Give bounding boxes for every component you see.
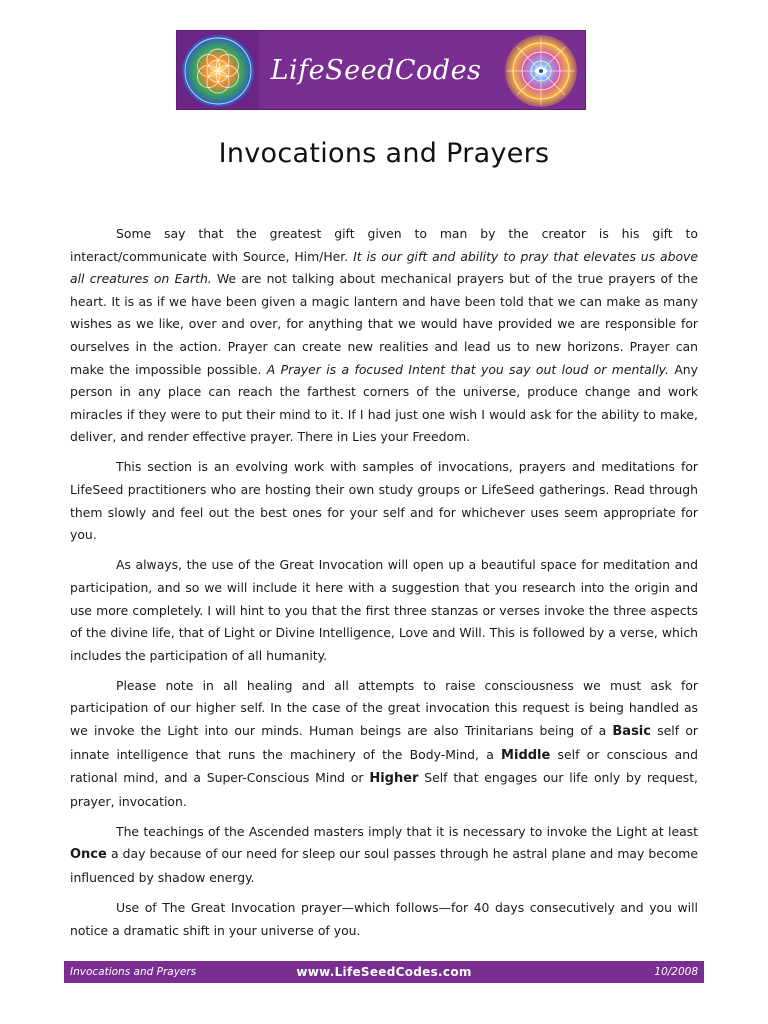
bold-text: Basic xyxy=(612,723,651,739)
paragraph-3: As always, the use of the Great Invocation will open up a beautiful space for meditation and participation, and so we will include it here with a suggestion that you research into the origin and use more completely. I will hint to you that the first three stanzas or verses invoke the three aspects of the divine life, that of Light or Divine Intelligence, Love and Will. This is followed by a verse, which includes the participation of all humanity. xyxy=(70,557,698,663)
bold-text: Higher xyxy=(369,771,419,787)
mandala-icon xyxy=(493,31,585,110)
brand-name: LifeSeedCodes xyxy=(270,54,482,86)
page-title: Invocations and Prayers xyxy=(218,138,550,169)
bold-text: Middle xyxy=(501,747,551,763)
paragraph-5: The teachings of the Ascended masters imply that it is necessary to invoke the Light at least Once a day because of our need for sleep our soul passes through he astral plane and may become influenced by shadow energy. xyxy=(70,823,698,886)
italic-text: It is our gift and ability to pray that elevates us above all creatures on Earth. xyxy=(70,248,698,287)
paragraph-1: Some say that the greatest gift given to man by the creator is his gift to interact/communicate with Source, Him/Her. It is our gift and ability to pray that elevates us above all creatures on Earth. We are not talking about mechanical prayers but of the true prayers of the heart. It is as if we have been given a magic lantern and have been told that we can make as many wishes as we like, over and over, for anything that we would have provided we are responsible for ourselves in the action. Prayer can create new realities and lead us to new horizons. Prayer can make the impossible possible. A Prayer is a focused Intent that you say out loud or mentally. Any person in any place can reach the farthest corners of the universe, produce change and work miracles if they were to put their mind to it. If I had just one wish I would ask for the ability to make, deliver, and render effective prayer. There in Lies your Freedom. xyxy=(70,226,698,445)
page-footer xyxy=(64,961,704,983)
paragraph-2: This section is an evolving work with samples of invocations, prayers and meditations for LifeSeed practitioners who are hosting their own study groups or LifeSeed gatherings. Read through them slowly and feel out the best ones for your self and for whichever uses seem appropriate for you. xyxy=(70,459,698,543)
paragraph-6: Use of The Great Invocation prayer—which follows—for 40 days consecutively and you will notice a dramatic shift in your universe of you. xyxy=(70,900,698,938)
footer-document-title: Invocations and Prayers xyxy=(70,966,197,978)
paragraph-4: Please note in all healing and all attempts to raise consciousness we must ask for participation of our higher self. In the case of the great invocation this request is being handled as we invoke the Light into our minds. Human beings are also Trinitarians being of a Basic self or innate intelligence that runs the machinery of the Body-Mind, a Middle self or conscious and rational mind, and a Super-Conscious Mind or Higher Self that engages our life only by request, prayer, invocation. xyxy=(70,677,698,809)
document-body xyxy=(70,223,698,950)
flower-of-life-icon xyxy=(177,31,259,110)
bold-text: Once xyxy=(70,847,107,863)
italic-text: A Prayer is a focused Intent that you say out loud or mentally. xyxy=(266,361,669,377)
footer-website-link[interactable]: www.LifeSeedCodes.com xyxy=(296,965,472,979)
header-banner xyxy=(176,30,586,110)
footer-date: 10/2008 xyxy=(654,966,699,978)
